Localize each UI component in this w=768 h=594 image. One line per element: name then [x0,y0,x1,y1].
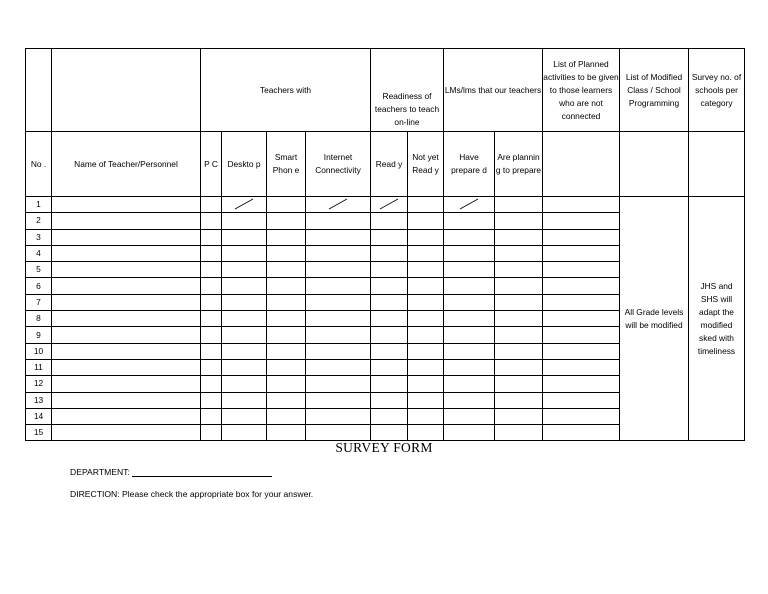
lms-header: LMs/lms that our teachers [444,49,543,132]
answer-cell[interactable] [495,408,543,424]
row-number: 12 [26,376,52,392]
answer-cell[interactable] [306,245,371,261]
answer-cell[interactable] [408,262,444,278]
blank-header-cell [543,132,620,197]
row-number: 8 [26,311,52,327]
answer-cell[interactable] [267,359,306,375]
answer-cell[interactable] [543,327,620,343]
answer-cell[interactable] [306,278,371,294]
answer-cell[interactable] [306,359,371,375]
answer-cell[interactable] [222,425,267,441]
answer-cell[interactable] [222,262,267,278]
answer-cell[interactable] [267,376,306,392]
answer-cell[interactable] [444,376,495,392]
row-number: 13 [26,392,52,408]
answer-cell[interactable] [543,408,620,424]
answer-cell[interactable] [201,359,222,375]
answer-cell[interactable] [306,327,371,343]
answer-cell[interactable] [267,392,306,408]
survey-note-cell: JHS and SHS will adapt the modified sked with timeliness [689,197,745,441]
answer-cell[interactable] [408,359,444,375]
answer-cell[interactable] [408,229,444,245]
answer-cell[interactable] [201,327,222,343]
answer-cell[interactable] [543,278,620,294]
department-field [70,467,272,477]
answer-cell[interactable] [371,213,408,229]
answer-cell[interactable] [408,245,444,261]
answer-cell[interactable] [306,392,371,408]
answer-cell[interactable] [52,425,201,441]
answer-cell[interactable] [267,245,306,261]
answer-cell[interactable] [408,343,444,359]
answer-cell[interactable] [408,327,444,343]
answer-cell[interactable] [444,229,495,245]
answer-cell[interactable] [201,425,222,441]
planned-activities-header: List of Planned activities to be given to those learners who are not connected [543,49,620,132]
answer-cell[interactable] [201,262,222,278]
answer-cell[interactable] [371,311,408,327]
form-title: SURVEY FORM [335,440,433,455]
answer-cell[interactable] [543,197,620,213]
answer-cell[interactable] [371,376,408,392]
answer-cell[interactable] [543,229,620,245]
answer-cell[interactable] [371,327,408,343]
answer-cell[interactable] [201,392,222,408]
answer-cell[interactable] [267,294,306,310]
row-number: 3 [26,229,52,245]
answer-cell[interactable] [444,213,495,229]
answer-cell[interactable] [201,213,222,229]
answer-cell[interactable] [543,343,620,359]
header-row-top [26,49,745,132]
answer-cell[interactable] [267,343,306,359]
check-mark-cell[interactable] [306,197,371,213]
answer-cell[interactable] [222,311,267,327]
row-number: 7 [26,294,52,310]
answer-cell[interactable] [267,262,306,278]
pc-header: P C [201,132,222,197]
check-mark-cell[interactable] [444,197,495,213]
answer-cell[interactable] [408,425,444,441]
answer-cell[interactable] [371,425,408,441]
answer-cell[interactable] [52,229,201,245]
answer-cell[interactable] [543,359,620,375]
answer-cell[interactable] [495,311,543,327]
answer-cell[interactable] [52,278,201,294]
row-number: 15 [26,425,52,441]
row-number: 5 [26,262,52,278]
check-mark-cell[interactable] [371,197,408,213]
answer-cell[interactable] [371,278,408,294]
answer-cell[interactable] [495,213,543,229]
blank-header-cell [689,132,745,197]
teachers-with-header: Teachers with [201,49,371,132]
answer-cell[interactable] [371,359,408,375]
answer-cell[interactable] [201,343,222,359]
answer-cell[interactable] [543,294,620,310]
blank-header-cell [26,49,52,132]
direction-text: DIRECTION: Please check the appropriate box for your answer. [70,489,314,499]
answer-cell[interactable] [495,294,543,310]
answer-cell[interactable] [495,343,543,359]
answer-cell[interactable] [306,425,371,441]
answer-cell[interactable] [52,392,201,408]
answer-cell[interactable] [444,392,495,408]
row-number: 6 [26,278,52,294]
answer-cell[interactable] [444,245,495,261]
answer-cell[interactable] [408,408,444,424]
row-number: 14 [26,408,52,424]
department-blank-line[interactable] [132,467,272,477]
blank-header-cell [620,132,689,197]
header-row-sub [26,132,745,197]
are-planning-header: Are plannin g to prepare [495,132,543,197]
answer-cell[interactable] [222,229,267,245]
answer-cell[interactable] [495,262,543,278]
row-number: 11 [26,359,52,375]
answer-cell[interactable] [543,311,620,327]
answer-cell[interactable] [444,359,495,375]
answer-cell[interactable] [543,392,620,408]
answer-cell[interactable] [52,294,201,310]
table-row [26,197,745,213]
answer-cell[interactable] [52,311,201,327]
answer-cell[interactable] [52,327,201,343]
answer-cell[interactable] [222,278,267,294]
answer-cell[interactable] [201,376,222,392]
answer-cell[interactable] [444,294,495,310]
answer-cell[interactable] [201,311,222,327]
answer-cell[interactable] [543,213,620,229]
check-slash-icon [327,198,349,210]
internet-header: Internet Connectivity [306,132,371,197]
answer-cell[interactable] [495,197,543,213]
no-header: No . [26,132,52,197]
row-number: 2 [26,213,52,229]
answer-cell[interactable] [543,376,620,392]
answer-cell[interactable] [52,262,201,278]
check-mark-cell[interactable] [222,197,267,213]
answer-cell[interactable] [201,278,222,294]
check-slash-icon [233,198,255,210]
answer-cell[interactable] [408,278,444,294]
answer-cell[interactable] [444,425,495,441]
answer-cell[interactable] [495,376,543,392]
answer-cell[interactable] [306,229,371,245]
answer-cell[interactable] [52,213,201,229]
answer-cell[interactable] [371,343,408,359]
answer-cell[interactable] [52,376,201,392]
answer-cell[interactable] [222,408,267,424]
answer-cell[interactable] [267,327,306,343]
answer-cell[interactable] [408,294,444,310]
department-label: DEPARTMENT: [70,467,130,477]
answer-cell[interactable] [495,425,543,441]
answer-cell[interactable] [201,294,222,310]
name-header: Name of Teacher/Personnel [52,132,201,197]
answer-cell[interactable] [306,262,371,278]
answer-cell[interactable] [267,213,306,229]
answer-cell[interactable] [495,229,543,245]
not-ready-header: Not yet Read y [408,132,444,197]
answer-cell[interactable] [306,408,371,424]
answer-cell[interactable] [408,213,444,229]
answer-cell[interactable] [371,245,408,261]
answer-cell[interactable] [408,311,444,327]
answer-cell[interactable] [222,327,267,343]
survey-table [25,48,745,441]
answer-cell[interactable] [222,245,267,261]
answer-cell[interactable] [306,294,371,310]
answer-cell[interactable] [267,408,306,424]
answer-cell[interactable] [52,343,201,359]
answer-cell[interactable] [52,408,201,424]
answer-cell[interactable] [371,294,408,310]
answer-cell[interactable] [222,392,267,408]
row-number: 4 [26,245,52,261]
check-slash-icon [458,198,480,210]
answer-cell[interactable] [444,278,495,294]
answer-cell[interactable] [408,376,444,392]
answer-cell[interactable] [444,262,495,278]
answer-cell[interactable] [371,229,408,245]
readiness-header: Readiness of teachers to teach on-line [371,49,444,132]
answer-cell[interactable] [201,229,222,245]
answer-cell[interactable] [52,197,201,213]
answer-cell[interactable] [267,278,306,294]
blank-header-cell [52,49,201,132]
answer-cell[interactable] [495,245,543,261]
answer-cell[interactable] [543,262,620,278]
answer-cell[interactable] [267,197,306,213]
answer-cell[interactable] [267,311,306,327]
answer-cell[interactable] [371,392,408,408]
answer-cell[interactable] [222,359,267,375]
answer-cell[interactable] [306,311,371,327]
answer-cell[interactable] [371,408,408,424]
answer-cell[interactable] [52,359,201,375]
answer-cell[interactable] [543,425,620,441]
check-slash-icon [378,198,400,210]
answer-cell[interactable] [267,425,306,441]
answer-cell[interactable] [371,262,408,278]
answer-cell[interactable] [201,197,222,213]
answer-cell[interactable] [222,376,267,392]
answer-cell[interactable] [444,408,495,424]
answer-cell[interactable] [52,245,201,261]
answer-cell[interactable] [495,278,543,294]
row-number: 10 [26,343,52,359]
answer-cell[interactable] [222,213,267,229]
answer-cell[interactable] [408,197,444,213]
modified-note-cell: All Grade levels will be modified [620,197,689,441]
answer-cell[interactable] [222,294,267,310]
answer-cell[interactable] [306,376,371,392]
survey-header: Survey no. of schools per category [689,49,745,132]
answer-cell[interactable] [306,213,371,229]
modified-programming-header: List of Modified Class / School Programming [620,49,689,132]
answer-cell[interactable] [543,245,620,261]
have-prepared-header: Have prepare d [444,132,495,197]
answer-cell[interactable] [444,343,495,359]
answer-cell[interactable] [495,359,543,375]
answer-cell[interactable] [408,392,444,408]
answer-cell[interactable] [201,408,222,424]
desktop-header: Deskto p [222,132,267,197]
row-number: 9 [26,327,52,343]
answer-cell[interactable] [267,229,306,245]
ready-header: Read y [371,132,408,197]
answer-cell[interactable] [444,327,495,343]
row-number: 1 [26,197,52,213]
answer-cell[interactable] [222,343,267,359]
smartphone-header: Smart Phon e [267,132,306,197]
answer-cell[interactable] [306,343,371,359]
answer-cell[interactable] [444,311,495,327]
answer-cell[interactable] [201,245,222,261]
answer-cell[interactable] [495,327,543,343]
answer-cell[interactable] [495,392,543,408]
